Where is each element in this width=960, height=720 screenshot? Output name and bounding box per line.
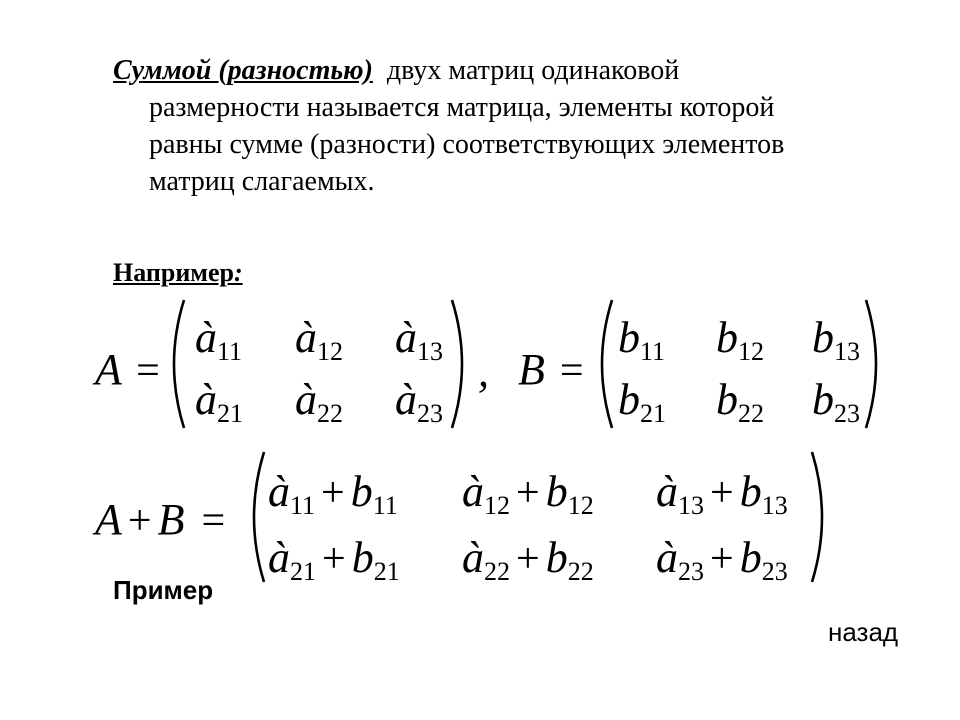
matrix-b-cell-13-base: b xyxy=(812,313,834,362)
sum-matrix-cell-13-plus: + xyxy=(710,470,734,516)
sum-matrix-cell-21-b-subscript: 21 xyxy=(373,557,400,586)
matrix-b-cell-23-base: b xyxy=(812,375,834,424)
sum-lhs-plus: + xyxy=(127,498,152,544)
sum-lhs-b: B xyxy=(157,495,185,544)
matrix-b-cell-11-base: b xyxy=(618,313,640,362)
matrix-b-cell-11 xyxy=(618,313,666,366)
definition-text-1: двух матриц одинаковой xyxy=(386,55,680,86)
sum-matrix-cell-11-plus: + xyxy=(321,470,345,516)
matrix-a-cell-23-base: à xyxy=(395,375,417,424)
sum-matrix-cell-22-a-subscript: 22 xyxy=(484,557,510,586)
matrix-b-cell-21-base: b xyxy=(618,375,640,424)
sum-lhs xyxy=(95,495,226,544)
definition-term: Суммой (разностью) xyxy=(113,55,373,86)
definition-paragraph xyxy=(113,52,913,200)
sum-matrix-cell-22-a: à xyxy=(462,533,484,582)
example-heading xyxy=(113,258,243,288)
matrix-a-letter: A xyxy=(95,345,122,394)
matrix-a-cell-21-subscript: 21 xyxy=(217,399,243,428)
matrix-b-left-paren xyxy=(588,298,616,430)
matrix-b-cell-12-base: b xyxy=(716,313,738,362)
matrix-b-cell-12 xyxy=(716,313,764,366)
back-link[interactable]: назад xyxy=(828,617,899,647)
sum-matrix-cell-12-plus: + xyxy=(516,470,540,516)
matrix-b-cell-22-subscript: 22 xyxy=(738,399,764,428)
sum-matrix-cell-23-a-subscript: 23 xyxy=(678,557,704,586)
sum-matrix-left-paren xyxy=(240,450,268,584)
matrix-a-cell-13 xyxy=(395,313,443,366)
matrix-a-cell-22 xyxy=(295,375,343,428)
matrix-a-cell-23 xyxy=(395,375,443,428)
matrix-a-cell-11 xyxy=(195,313,243,366)
sum-matrix-right-paren xyxy=(808,450,836,584)
example-heading-text: Например xyxy=(113,258,235,287)
matrix-b-cell-23 xyxy=(812,375,860,428)
sum-matrix-cell-21 xyxy=(268,533,400,586)
matrix-a-cell-13-base: à xyxy=(395,313,417,362)
matrix-b-cell-23-subscript: 23 xyxy=(834,399,860,428)
sum-matrix-cell-11 xyxy=(268,467,398,520)
matrix-a-cell-21-base: à xyxy=(195,375,217,424)
sum-matrix-cell-23-b: b xyxy=(739,533,762,582)
matrix-a-cell-22-subscript: 22 xyxy=(317,399,343,428)
matrix-b-cell-11-subscript: 11 xyxy=(640,337,666,366)
sum-matrix-cell-23-b-subscript: 23 xyxy=(761,557,788,586)
matrix-separator-comma: , xyxy=(478,347,489,396)
sum-matrix-cell-22-b: b xyxy=(545,533,568,582)
sum-matrix-cell-23-a: à xyxy=(656,533,678,582)
matrix-b-cell-21-subscript: 21 xyxy=(640,399,666,428)
matrix-b-equals: = xyxy=(559,348,584,394)
example-link[interactable]: Пример xyxy=(113,575,214,605)
matrix-a-cell-12-base: à xyxy=(295,313,317,362)
sum-matrix-cell-22-b-subscript: 22 xyxy=(567,557,594,586)
sum-matrix-cell-11-a: à xyxy=(268,467,290,516)
matrix-b-cell-22 xyxy=(716,375,764,428)
sum-matrix-cell-21-b: b xyxy=(351,533,374,582)
matrix-b-right-paren xyxy=(862,298,890,430)
sum-matrix-cell-13-a-subscript: 13 xyxy=(678,491,704,520)
matrix-a-cell-12-subscript: 12 xyxy=(317,337,343,366)
sum-matrix-cell-12-b-subscript: 12 xyxy=(567,491,594,520)
matrix-a-cell-13-subscript: 13 xyxy=(417,337,443,366)
sum-matrix-cell-13 xyxy=(656,467,788,520)
definition-line-3: равны сумме (разности) соответствующих элементов xyxy=(149,129,785,160)
matrix-b-cell-13-subscript: 13 xyxy=(834,337,860,366)
matrix-a-name xyxy=(95,345,160,394)
matrix-a-cell-11-subscript: 11 xyxy=(217,337,243,366)
sum-matrix-cell-23-plus: + xyxy=(710,536,734,582)
sum-matrix-cell-13-b: b xyxy=(739,467,762,516)
sum-matrix-cell-12 xyxy=(462,467,594,520)
matrix-b-cell-22-base: b xyxy=(716,375,738,424)
sum-matrix-cell-12-a-subscript: 12 xyxy=(484,491,510,520)
definition-line-1 xyxy=(113,52,913,89)
matrix-a-cell-23-subscript: 23 xyxy=(417,399,443,428)
sum-lhs-a: A xyxy=(95,495,122,544)
definition-line-2: размерности называется матрица, элементы которой xyxy=(149,92,775,123)
matrix-b-cell-13 xyxy=(812,313,860,366)
matrix-a-cell-12 xyxy=(295,313,343,366)
sum-matrix-cell-12-a: à xyxy=(462,467,484,516)
sum-matrix-cell-22 xyxy=(462,533,594,586)
example-heading-colon: : xyxy=(234,258,243,287)
matrix-a-cell-22-base: à xyxy=(295,375,317,424)
matrix-b-name xyxy=(518,345,584,394)
sum-matrix-cell-13-a: à xyxy=(656,467,678,516)
sum-matrix-cell-11-a-subscript: 11 xyxy=(290,491,316,520)
sum-matrix-cell-13-b-subscript: 13 xyxy=(761,491,788,520)
sum-matrix-cell-21-a: à xyxy=(268,533,290,582)
matrix-a-right-paren xyxy=(448,298,476,430)
sum-matrix-cell-12-b: b xyxy=(545,467,568,516)
sum-matrix-cell-23 xyxy=(656,533,788,586)
matrix-a-cell-21 xyxy=(195,375,243,428)
matrix-a-equals: = xyxy=(136,348,160,394)
sum-matrix-cell-11-b: b xyxy=(350,467,373,516)
matrix-a-cell-11-base: à xyxy=(195,313,217,362)
matrix-b-cell-12-subscript: 12 xyxy=(738,337,764,366)
sum-matrix-cell-21-a-subscript: 21 xyxy=(290,557,316,586)
sum-matrix-cell-22-plus: + xyxy=(516,536,540,582)
sum-matrix-cell-21-plus: + xyxy=(322,536,346,582)
matrix-b-cell-21 xyxy=(618,375,666,428)
matrix-b-letter: B xyxy=(518,345,545,394)
definition-line-4: матриц слагаемых. xyxy=(149,166,375,197)
sum-matrix-cell-11-b-subscript: 11 xyxy=(372,491,398,520)
sum-lhs-equals: = xyxy=(201,498,226,544)
matrix-a-left-paren xyxy=(160,298,188,430)
